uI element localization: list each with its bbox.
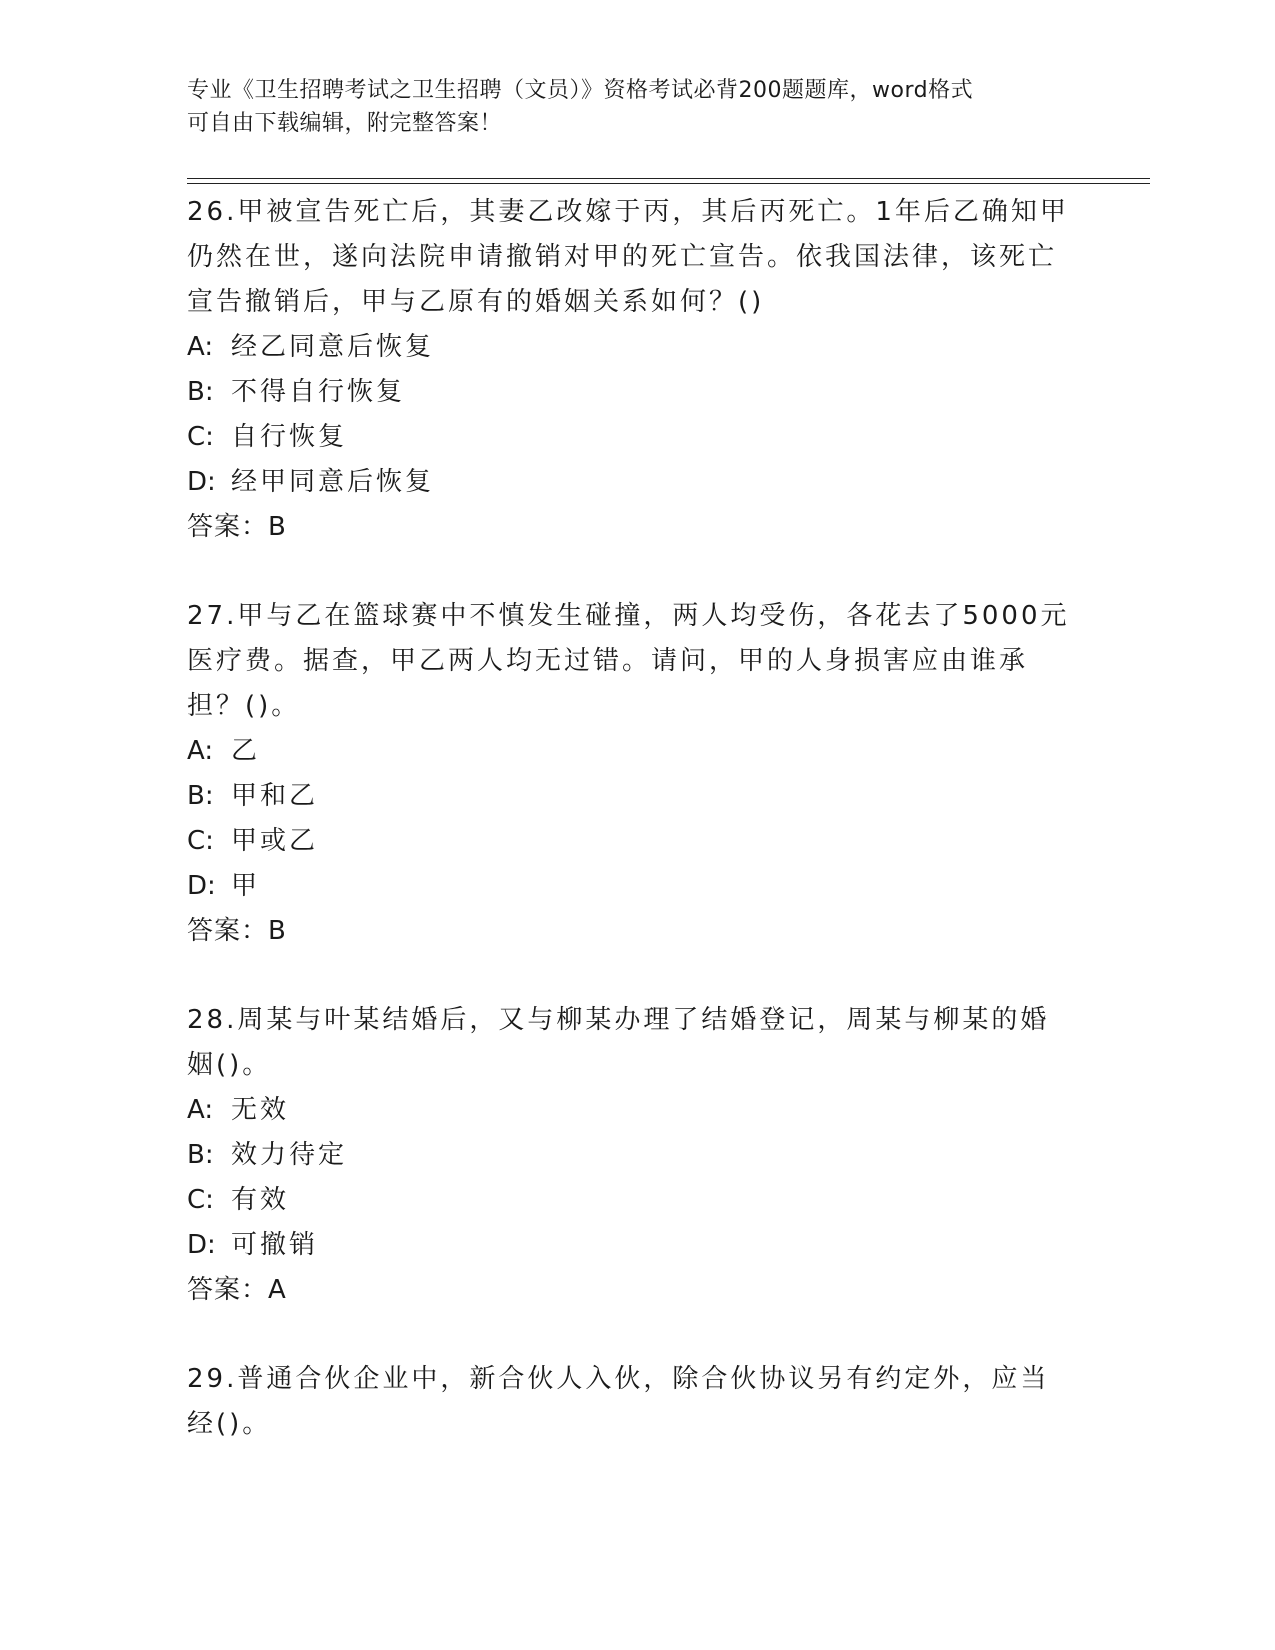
option-letter: B:	[187, 781, 214, 811]
option-text: 甲	[231, 871, 261, 901]
option-a	[187, 1088, 1077, 1133]
option-d	[187, 460, 1077, 505]
question-list	[187, 190, 1077, 1491]
option-text: 经乙同意后恢复	[231, 332, 435, 362]
option-a	[187, 325, 1077, 370]
question-26	[187, 190, 1077, 550]
option-letter: A:	[187, 736, 214, 766]
option-text: 无效	[231, 1095, 290, 1125]
option-letter: C:	[187, 826, 214, 856]
answer: 答案：A	[187, 1275, 287, 1305]
option-letter: C:	[187, 1185, 214, 1215]
option-letter: D:	[187, 467, 216, 497]
question-28	[187, 998, 1077, 1313]
question-29	[187, 1357, 1077, 1447]
option-d	[187, 1223, 1077, 1268]
option-a	[187, 729, 1077, 774]
question-text: 27.甲与乙在篮球赛中不慎发生碰撞，两人均受伤，各花去了5000元医疗费。据查，甲乙两人均无过错。请问，甲的人身损害应由谁承担？()。	[187, 601, 1070, 721]
option-text: 可撤销	[231, 1230, 319, 1260]
option-text: 不得自行恢复	[231, 377, 406, 407]
header-title-line-2: 可自由下载编辑，附完整答案！	[187, 111, 503, 136]
option-text: 甲或乙	[231, 826, 319, 856]
option-letter: D:	[187, 1230, 216, 1260]
answer: 答案：B	[187, 916, 287, 946]
option-letter: C:	[187, 422, 214, 452]
question-text: 29.普通合伙企业中，新合伙人入伙，除合伙协议另有约定外，应当经()。	[187, 1364, 1050, 1439]
answer: 答案：B	[187, 512, 287, 542]
page-header	[187, 74, 1067, 140]
option-letter: A:	[187, 1095, 214, 1125]
option-d	[187, 864, 1077, 909]
header-title-line-1: 专业《卫生招聘考试之卫生招聘（文员）》资格考试必背200题题库，word格式	[187, 78, 974, 103]
option-text: 自行恢复	[231, 422, 348, 452]
option-c	[187, 819, 1077, 864]
option-c	[187, 415, 1077, 460]
header-divider	[187, 178, 1150, 184]
question-27	[187, 594, 1077, 954]
option-text: 乙	[231, 736, 261, 766]
option-letter: A:	[187, 332, 214, 362]
option-b	[187, 1133, 1077, 1178]
option-letter: D:	[187, 871, 216, 901]
option-text: 经甲同意后恢复	[231, 467, 435, 497]
question-text: 28.周某与叶某结婚后，又与柳某办理了结婚登记，周某与柳某的婚姻()。	[187, 1005, 1050, 1080]
option-b	[187, 774, 1077, 819]
option-text: 有效	[231, 1185, 290, 1215]
option-b	[187, 370, 1077, 415]
question-text: 26.甲被宣告死亡后，其妻乙改嫁于丙，其后丙死亡。1年后乙确知甲仍然在世，遂向法院申请撤销对甲的死亡宣告。依我国法律，该死亡宣告撤销后，甲与乙原有的婚姻关系如何？()	[187, 197, 1069, 317]
option-letter: B:	[187, 1140, 214, 1170]
option-letter: B:	[187, 377, 214, 407]
option-text: 甲和乙	[231, 781, 319, 811]
option-text: 效力待定	[231, 1140, 348, 1170]
option-c	[187, 1178, 1077, 1223]
